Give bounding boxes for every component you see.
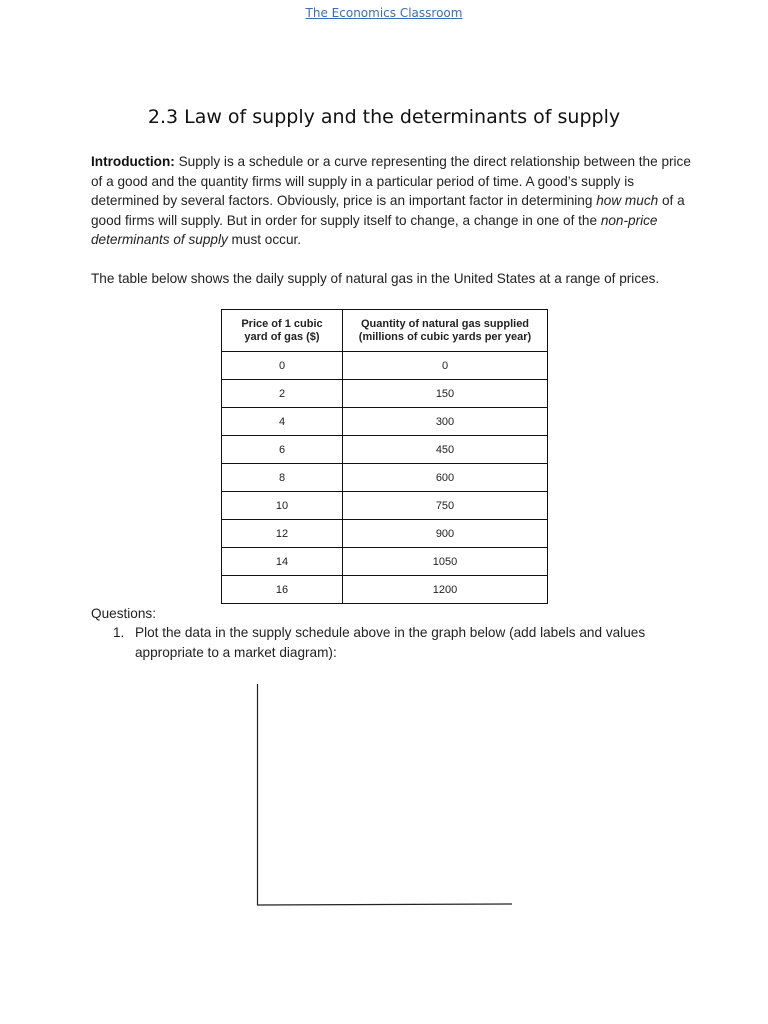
table-row: [222, 464, 548, 492]
header-quantity-line-2: (millions of cubic yards per year): [358, 330, 532, 343]
quantity-cell: 1050: [343, 548, 548, 576]
question-text: Plot the data in the supply schedule above in the graph below (add labels and values appropriate to a market diagram):: [135, 625, 646, 660]
price-cell: 0: [222, 352, 343, 380]
quantity-cell: 750: [343, 492, 548, 520]
table-row: [222, 576, 548, 604]
quantity-cell: 0: [343, 352, 548, 380]
table-row: [222, 408, 548, 436]
price-cell: 6: [222, 436, 343, 464]
table-intro: The table below shows the daily supply of natural gas in the United States at a range of prices.: [91, 271, 660, 286]
page-title: 2.3 Law of supply and the determinants of supply: [147, 106, 621, 128]
price-cell: 4: [222, 408, 343, 436]
header-link[interactable]: The Economics Classroom: [305, 6, 463, 20]
table-row: [222, 436, 548, 464]
blank-graph-axes: [256, 684, 514, 908]
quantity-cell: 1200: [343, 576, 548, 604]
intro-label: Introduction:: [91, 154, 175, 169]
table-header-quantity: [343, 310, 548, 352]
table-header-price: [222, 310, 343, 352]
quantity-cell: 450: [343, 436, 548, 464]
header-price-line-2: yard of gas ($): [244, 330, 320, 343]
intro-text-2: of a good firms will supply. But in order for supply itself to change, a change in one of the: [91, 193, 685, 228]
price-cell: 8: [222, 464, 343, 492]
header-quantity-line-1: Quantity of natural gas supplied: [360, 317, 530, 330]
question-number: 1.: [113, 625, 125, 640]
price-cell: 12: [222, 520, 343, 548]
questions-label: Questions:: [91, 606, 156, 621]
table-row: [222, 352, 548, 380]
supply-table: [221, 309, 548, 604]
table-row: [222, 520, 548, 548]
graph-x-axis: [257, 904, 512, 905]
intro-text-3: must occur.: [227, 232, 302, 248]
intro-emphasis-2: non-price determinants of supply: [91, 212, 658, 248]
quantity-cell: 600: [343, 464, 548, 492]
quantity-cell: 300: [343, 408, 548, 436]
table-row: [222, 492, 548, 520]
intro-paragraph: [91, 152, 691, 250]
quantity-cell: 150: [343, 380, 548, 408]
header-price-line-1: Price of 1 cubic: [241, 317, 323, 330]
price-cell: 14: [222, 548, 343, 576]
price-cell: 10: [222, 492, 343, 520]
intro-text-1: Supply is a schedule or a curve representing the direct relationship between the price of a good and the quantity firms will supply in a particular period of time. A good’s supply is determined by several factors. Obviously, price is an important factor in determining: [91, 154, 691, 209]
quantity-cell: 900: [343, 520, 548, 548]
intro-emphasis-1: how much: [596, 193, 659, 209]
price-cell: 2: [222, 380, 343, 408]
table-header-row: [222, 310, 548, 352]
table-row: [222, 380, 548, 408]
price-cell: 16: [222, 576, 343, 604]
table-row: [222, 548, 548, 576]
question-item: [113, 623, 673, 662]
